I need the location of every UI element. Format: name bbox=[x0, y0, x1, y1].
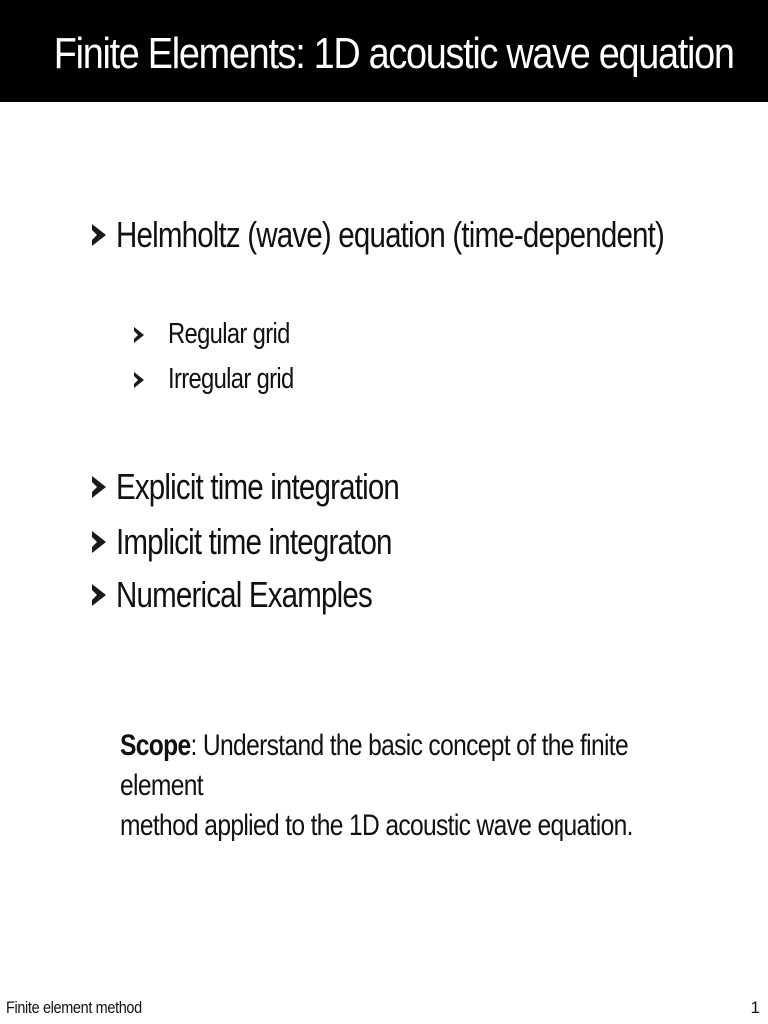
arrow-bullet-icon bbox=[134, 372, 144, 388]
sub-bullet-text: Regular grid bbox=[168, 318, 290, 350]
scope-text-line1: : Understand the basic concept of the finite element bbox=[120, 729, 629, 802]
bullet-explicit-time-integration bbox=[92, 466, 461, 508]
bullet-numerical-examples bbox=[92, 574, 428, 616]
scope-paragraph bbox=[120, 726, 710, 846]
title-bar bbox=[0, 0, 768, 102]
arrow-bullet-icon bbox=[92, 584, 106, 606]
arrow-bullet-icon bbox=[92, 476, 106, 498]
bullet-implicit-time-integration bbox=[92, 521, 452, 563]
sub-bullet-text: Irregular grid bbox=[168, 363, 294, 395]
bullet-text: Helmholtz (wave) equation (time-dependent) bbox=[116, 214, 665, 255]
page-number: 1 bbox=[750, 998, 760, 1017]
arrow-bullet-icon bbox=[92, 224, 106, 246]
scope-text-line2: method applied to the 1D acoustic wave equation. bbox=[120, 809, 633, 842]
bullet-text: Explicit time integration bbox=[116, 466, 400, 507]
arrow-bullet-icon bbox=[134, 327, 144, 343]
footer-label: Finite element method bbox=[6, 998, 142, 1017]
arrow-bullet-icon bbox=[92, 531, 106, 553]
sub-bullet-irregular-grid bbox=[134, 363, 321, 396]
slide-title: Finite Elements: 1D acoustic wave equation bbox=[53, 29, 734, 78]
sub-bullet-regular-grid bbox=[134, 318, 316, 351]
bullet-helmholtz bbox=[92, 214, 768, 256]
bullet-text: Implicit time integraton bbox=[116, 521, 392, 562]
scope-label: Scope bbox=[120, 729, 191, 762]
bullet-text: Numerical Examples bbox=[116, 574, 372, 615]
